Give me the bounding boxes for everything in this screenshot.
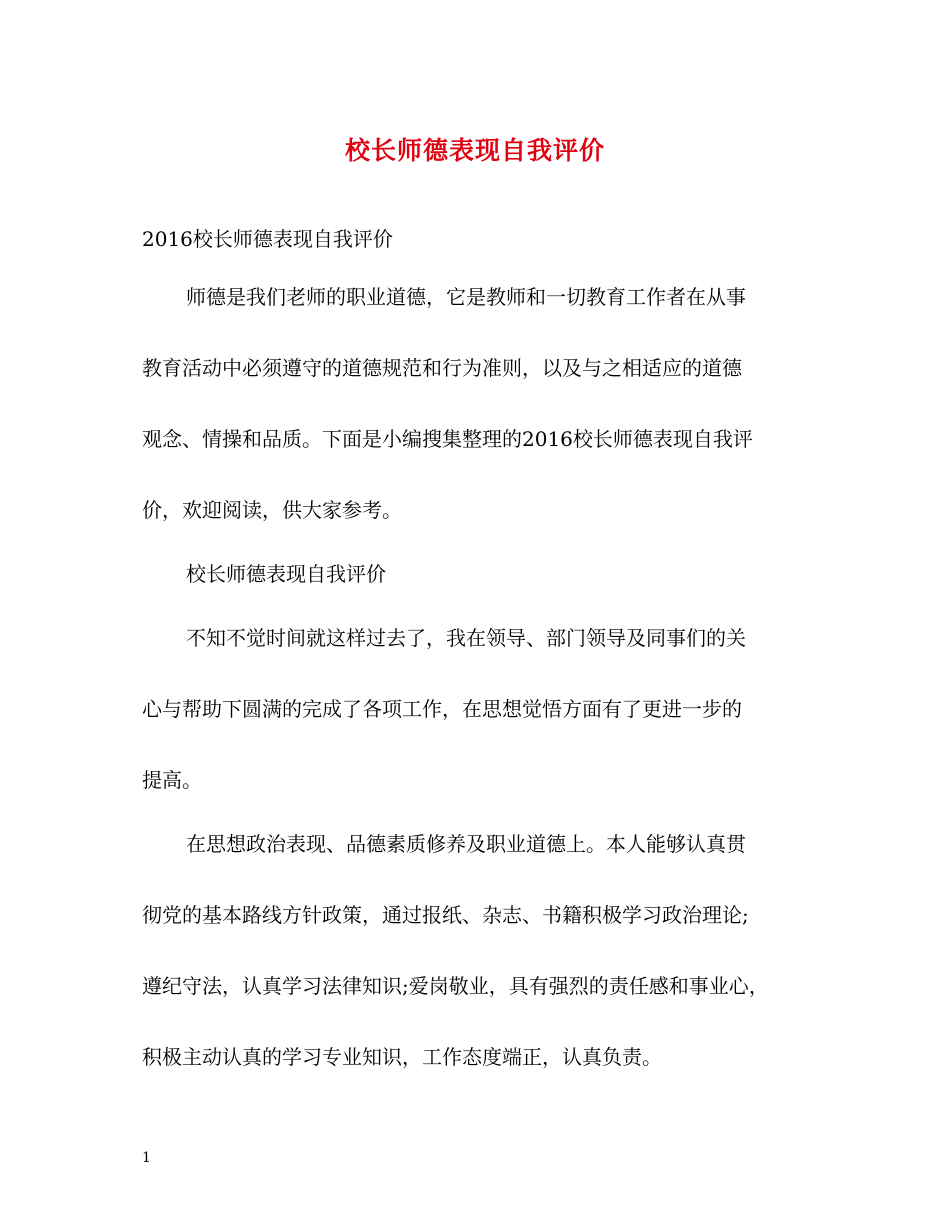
paragraph-2-line-2: 心与帮助下圆满的完成了各项工作，在思想觉悟方面有了更进一步的	[142, 697, 742, 721]
section-heading: 校长师德表现自我评价	[186, 562, 386, 586]
paragraph-1-line-2: 教育活动中必须遵守的道德规范和行为准则，以及与之相适应的道德	[142, 356, 742, 380]
page-number: 1	[142, 1150, 151, 1166]
paragraph-1-line-1: 师德是我们老师的职业道德，它是教师和一切教育工作者在从事	[186, 285, 746, 309]
paragraph-3-line-2: 彻党的基本路线方针政策，通过报纸、杂志、书籍积极学习政治理论;	[142, 903, 749, 927]
paragraph-3-line-4: 积极主动认真的学习专业知识，工作态度端正，认真负责。	[142, 1045, 662, 1069]
paragraph-2-line-3: 提高。	[142, 768, 202, 792]
paragraph-3-line-1: 在思想政治表现、品德素质修养及职业道德上。本人能够认真贯	[186, 832, 746, 856]
paragraph-2-line-1: 不知不觉时间就这样过去了，我在领导、部门领导及同事们的关	[186, 626, 746, 650]
paragraph-1-line-3: 观念、情操和品质。下面是小编搜集整理的2016校长师德表现自我评	[142, 427, 753, 451]
document-subtitle: 2016校长师德表现自我评价	[142, 227, 393, 251]
document-title: 校长师德表现自我评价	[344, 136, 605, 165]
paragraph-3-line-3: 遵纪守法，认真学习法律知识;爱岗敬业，具有强烈的责任感和事业心，	[142, 974, 769, 998]
paragraph-1-line-4: 价，欢迎阅读，供大家参考。	[142, 498, 402, 522]
